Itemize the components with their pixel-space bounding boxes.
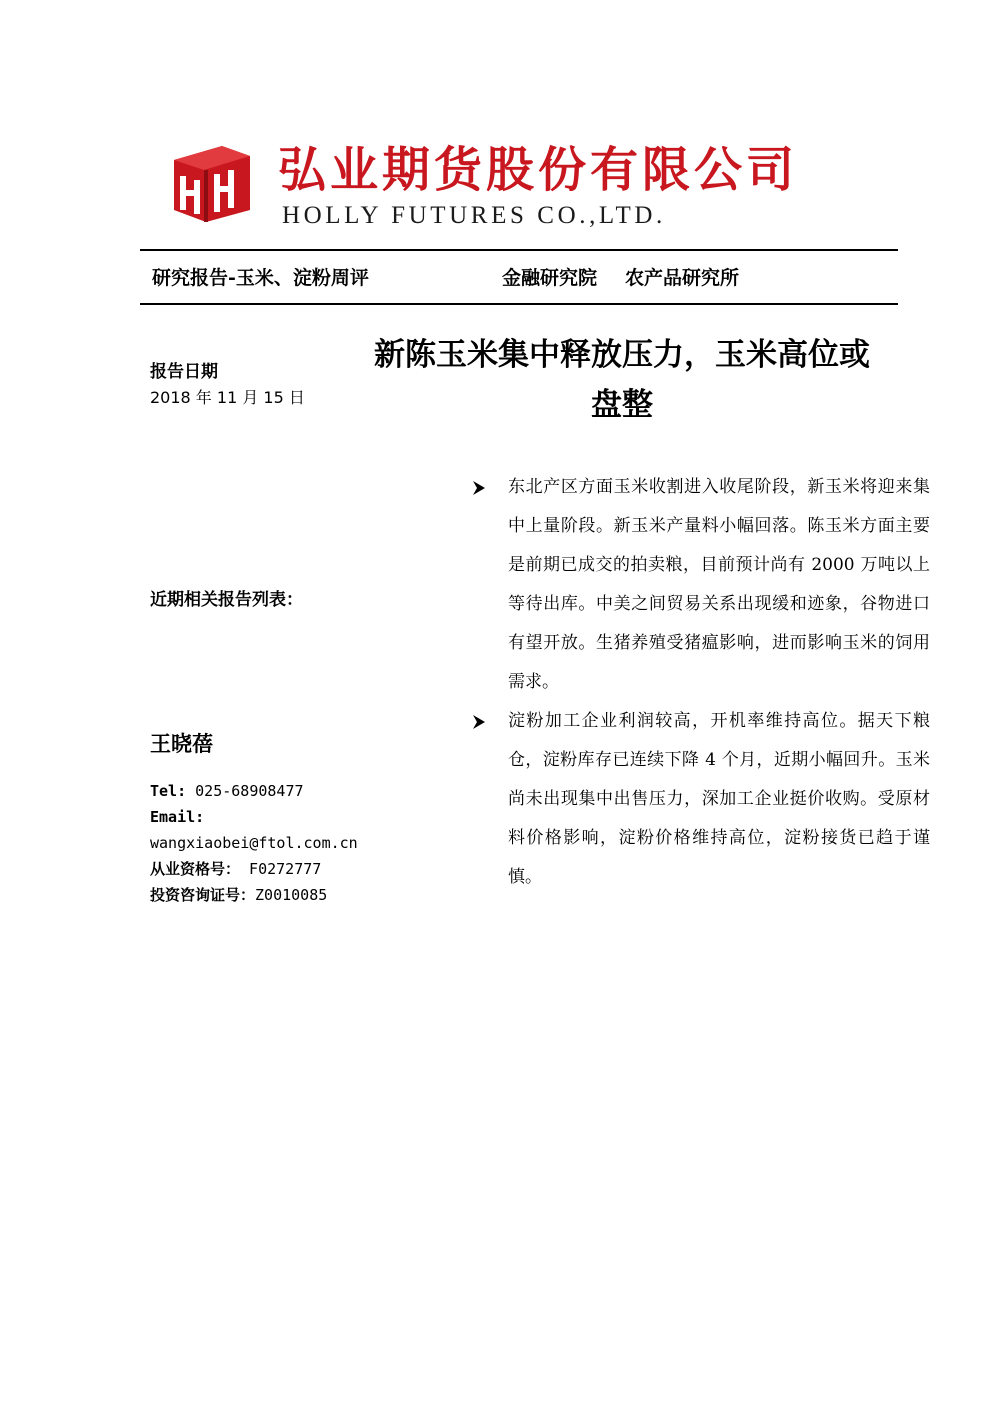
author-name: 王晓蓓 [150, 731, 213, 756]
header-rule-top [140, 249, 898, 251]
arrow-bullet-icon [470, 702, 490, 741]
department-name: 农产品研究所 [625, 267, 740, 289]
report-type: 研究报告-玉米、淀粉周评 [152, 267, 369, 289]
email-value[interactable]: wangxiaobei@ftol.com.cn [150, 834, 358, 852]
qualification-value: F0272777 [249, 860, 322, 878]
institute-line [502, 264, 739, 292]
tel-row [150, 778, 358, 804]
summary-point-text: 东北产区方面玉米收割进入收尾阶段，新玉米将迎来集中上量阶段。新玉米产量料小幅回落。陈玉米方面主要是前期已成交的拍卖粮，目前预计尚有 2000 万吨以上等待出库。中美之间贸易关系出现缓和迹象，谷物进口有望开放。生猪养殖受猪瘟影响，进而影响玉米的饲用需求。 [508, 477, 930, 692]
report-date-label: 报告日期 [150, 362, 218, 382]
holly-logo-icon [170, 140, 252, 224]
qualification-row [150, 856, 358, 882]
author-contact [150, 778, 358, 908]
company-name-en: HOLLY FUTURES CO.,LTD. [282, 202, 666, 229]
email-row [150, 804, 358, 830]
tel-label: Tel: [150, 782, 187, 800]
email-value-row [150, 830, 358, 856]
consult-value: Z0010085 [255, 886, 328, 904]
summary-point-text: 淀粉加工企业利润较高，开机率维持高位。据天下粮仓，淀粉库存已连续下降 4 个月，近期小幅回升。玉米尚未出现集中出售压力，深加工企业挺价收购。受原材料价格影响，淀粉价格维持高位，淀粉接货已趋于谨慎。 [508, 711, 930, 887]
summary-point [470, 468, 930, 702]
email-label: Email: [150, 808, 205, 826]
company-name-cn: 弘业期货股份有限公司 [278, 142, 799, 198]
tel-value: 025-68908477 [195, 782, 304, 800]
company-logo [170, 140, 840, 230]
qualification-label: 从业资格号： [150, 860, 241, 878]
summary-point [470, 702, 930, 897]
report-title-line1: 新陈玉米集中释放压力，玉米高位或 [374, 337, 870, 373]
arrow-bullet-icon [470, 468, 490, 507]
institute-name: 金融研究院 [502, 267, 598, 289]
report-title-line2: 盘整 [591, 387, 653, 423]
consult-label: 投资咨询证号： [150, 886, 256, 904]
report-title [322, 330, 922, 430]
header-rule-bottom [140, 303, 898, 305]
report-date-value: 2018 年 11 月 15 日 [150, 388, 305, 407]
summary-points [470, 468, 930, 897]
consult-row [150, 882, 358, 908]
related-reports-label: 近期相关报告列表： [150, 590, 303, 610]
